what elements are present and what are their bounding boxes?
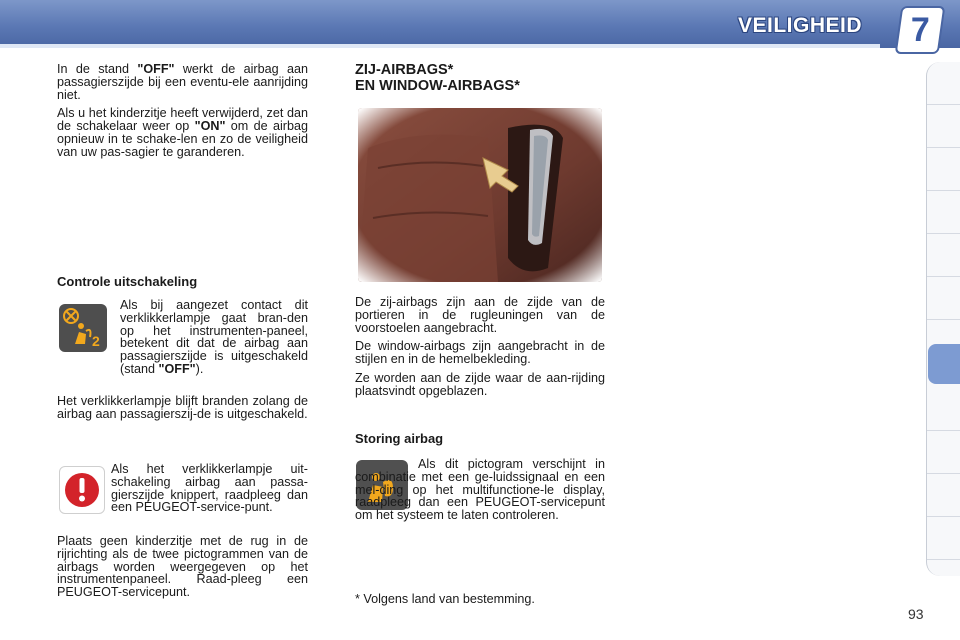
footnote: * Volgens land van bestemming. — [355, 592, 535, 606]
chapter-title: VEILIGHEID — [737, 14, 862, 37]
chapter-tab[interactable] — [927, 431, 960, 474]
chapter-tab[interactable] — [927, 105, 960, 148]
section-title-controle: Controle uitschakeling — [57, 274, 198, 289]
warning-text: Als het verklikkerlampje uit-schakeling airbag aan passa-gierszijde knippert, raadpleeg dan een PEUGEOT-service-punt. — [111, 462, 308, 515]
section-title-storing: Storing airbag — [355, 431, 444, 446]
svg-text:2: 2 — [92, 333, 100, 349]
side-airbags-para-2: De window-airbags zijn aangebracht in de stijlen en in de hemelbekleding. — [355, 339, 605, 367]
fault-text: Als dit pictogram verschijnt in combinatie met een ge-luidssignaal en een mel-ding op het multifunctione-le display, raadpleeg dan een PEUGEOT-servicepunt om het systeem te laten controleren. — [355, 457, 605, 523]
chapter-tab[interactable] — [927, 474, 960, 517]
airbag-off-indicator-icon — [59, 304, 107, 352]
indicator-text: Als bij aangezet contact dit verklikkerlampje gaat bran-den op het instrumenten-paneel, betekent dit dat de airbag aan passagierszijde is uitgeschakeld (stand "OFF"). — [120, 298, 308, 376]
chapter-tab[interactable] — [927, 277, 960, 320]
fault-text-block — [355, 458, 605, 522]
chapter-tab[interactable] — [927, 517, 960, 560]
chapter-tab[interactable] — [927, 234, 960, 277]
side-airbags-text — [355, 296, 605, 404]
side-airbags-para-1: De zij-airbags zijn aan de zijde van de portieren in de rugleuningen van de voorstoelen aangebracht. — [355, 295, 605, 335]
header-divider — [0, 44, 880, 48]
warning-text-block — [111, 463, 308, 514]
intro-block — [57, 63, 308, 165]
section-storing — [355, 433, 605, 446]
section-title-side-airbags: ZIJ-AIRBAGS* EN WINDOW-AIRBAGS* — [355, 62, 520, 94]
warning-icon — [59, 466, 105, 514]
footnote-block — [355, 593, 605, 612]
chapter-tabs — [926, 62, 960, 576]
side-airbags-para-3: Ze worden aan de zijde waar de aan-rijding plaatsvindt opgeblazen. — [355, 370, 605, 398]
indicator-note: Het verklikkerlampje blijft branden zolang de airbag aan passagierszij-de is uitgeschakeld. — [57, 394, 308, 421]
chapter-tab[interactable] — [927, 148, 960, 191]
section-controle — [57, 276, 308, 289]
chapter-tab[interactable] — [927, 191, 960, 234]
indicator-note-block — [57, 395, 308, 427]
chapter-number: 7 — [910, 10, 930, 49]
seat-airbag-photo — [358, 108, 602, 282]
chapter-tab[interactable] — [927, 62, 960, 105]
intro-paragraph-2: Als u het kinderzitje heeft verwijderd, zet dan de schakelaar weer op "ON" om de airbag opnieuw in te schake-len en zo de veiligheid van uw pas-sagier te garanderen. — [57, 106, 308, 159]
chapter-tab-active[interactable] — [928, 344, 960, 384]
warning-note: Plaats geen kinderzitje met de rug in de rijrichting als de twee pictogrammen van de airbags worden weergegeven op het instrumentenpaneel. Raad-pleeg een PEUGEOT-servicepunt. — [57, 534, 308, 600]
warning-note-block — [57, 535, 308, 605]
intro-paragraph-1: In de stand "OFF" werkt de airbag aan passagierszijde bij een eventu-ele aanrijding niet. — [57, 62, 308, 102]
indicator-text-block — [120, 299, 308, 376]
chapter-tab[interactable] — [927, 388, 960, 431]
chapter-number-badge — [897, 8, 943, 52]
page-number: 93 — [908, 606, 924, 622]
